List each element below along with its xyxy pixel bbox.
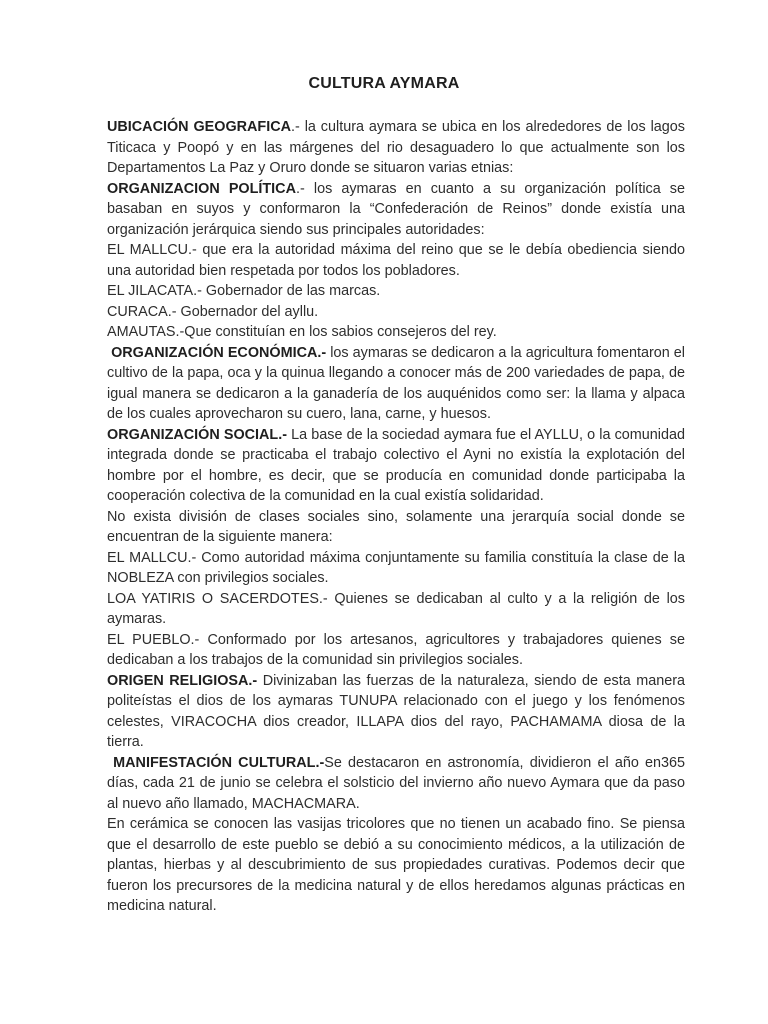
paragraph-organizacion-economica	[107, 343, 685, 425]
paragraph-text: .- los aymaras en cuanto a su organización política se basaban en suyos y conformaron la “Confederación de Reinos” donde existía una organización jerárquica siendo sus principales autoridades:	[107, 180, 686, 238]
paragraph-heading: ORGANIZACIÓN SOCIAL.-	[107, 426, 287, 443]
paragraph-text: Divinizaban las fuerzas de la naturaleza, siendo de esta manera politeístas el dios de los aymaras TUNUPA relacionado con el juego y los fenómenos celestes, VIRACOCHA dios creador, ILLAPA dios del rayo, PACHAMAMA diosa de la tierra.	[107, 672, 685, 750]
paragraph-text: EL JILACATA.- Gobernador de las marcas.	[107, 283, 381, 299]
paragraph-organizacion-social	[107, 425, 685, 507]
paragraph-heading: ORGANIZACION POLÍTICA	[107, 180, 296, 197]
paragraph-yatiris	[107, 589, 685, 630]
paragraph-heading: ORGANIZACIÓN ECONÓMICA.-	[107, 344, 327, 361]
paragraph-text: LOA YATIRIS O SACERDOTES.- Quienes se dedicaban al culto y a la religión de los aymaras.	[107, 590, 685, 627]
document-title: CULTURA AYMARA	[308, 75, 460, 92]
paragraph-heading: UBICACIÓN GEOGRAFICA	[107, 119, 291, 135]
paragraph-text: AMAUTAS.-Que constituían en los sabios consejeros del rey.	[107, 324, 497, 340]
paragraph-pueblo	[107, 630, 685, 671]
paragraph-origen-religiosa	[107, 671, 685, 753]
paragraph-manifestacion-cultural	[107, 753, 685, 815]
document-body	[107, 117, 685, 917]
paragraph-ceramica	[107, 814, 685, 917]
paragraph-text: En cerámica se conocen las vasijas tricolores que no tienen un acabado fino. Se piensa que el desarrollo de este pueblo se debió a su conocimiento médicos, a la utilización de plantas, hierbas y al descubrimiento de sus propiedades curativas. Podemos decir que fueron los precursores de la medicina natural y de ellos heredamos algunas prácticas en medicina natural.	[107, 816, 685, 914]
paragraph-jilacata	[107, 281, 685, 302]
paragraph-text: EL PUEBLO.- Conformado por los artesanos, agricultores y trabajadores quienes se dedicaban a los trabajos de la comunidad sin privilegios sociales.	[107, 631, 685, 668]
paragraph-text: .- la cultura aymara se ubica en los alrededores de los lagos Titicaca y Poopó y en las márgenes del rio desaguadero lo que actualmente son los Departamentos La Paz y Oruro donde se situaron varias etnias:	[107, 119, 685, 176]
paragraph-nobleza	[107, 548, 685, 589]
paragraph-text: EL MALLCU.- que era la autoridad máxima del reino que se le debía obediencia siendo una autoridad bien respetada por todos los pobladores.	[107, 242, 685, 279]
paragraph-text: los aymaras se dedicaron a la agricultura fomentaron el cultivo de la papa, oca y la quinua llegando a conocer más de 200 variedades de papa, de igual manera se dedicaron a la ganadería de los auquénidos como ser: la llama y alpaca de los cuales aprovecharon su cuero, lana, carne, y huesos.	[107, 344, 685, 422]
paragraph-curaca	[107, 302, 685, 323]
paragraph-organizacion-politica	[107, 179, 685, 241]
paragraph-text: EL MALLCU.- Como autoridad máxima conjuntamente su familia constituía la clase de la NOBLEZA con privilegios sociales.	[107, 549, 685, 586]
paragraph-ubicacion	[107, 117, 685, 179]
paragraph-text: CURACA.- Gobernador del ayllu.	[107, 303, 319, 320]
paragraph-clases-sociales	[107, 507, 685, 548]
paragraph-text: La base de la sociedad aymara fue el AYLLU, o la comunidad integrada donde se practicaba el trabajo colectivo el Ayni no existía la explotación del hombre por el hombre, es decir, que se producía en comunidad donde participaba la cooperación colectiva de la comunidad en la cual existía solidaridad.	[107, 426, 685, 504]
paragraph-heading: ORIGEN RELIGIOSA.-	[107, 672, 258, 689]
paragraph-amautas	[107, 322, 685, 343]
paragraph-heading: MANIFESTACIÓN CULTURAL.-	[107, 754, 325, 771]
paragraph-text: Se destacaron en astronomía, dividieron el año en365 días, cada 21 de junio se celebra el solsticio del invierno año nuevo Aymara que da paso al nuevo año llamado, MACHACMARA.	[107, 754, 686, 812]
paragraph-text: No exista división de clases sociales sino, solamente una jerarquía social donde se encuentran de la siguiente manera:	[107, 508, 685, 545]
paragraph-mallcu	[107, 240, 685, 281]
